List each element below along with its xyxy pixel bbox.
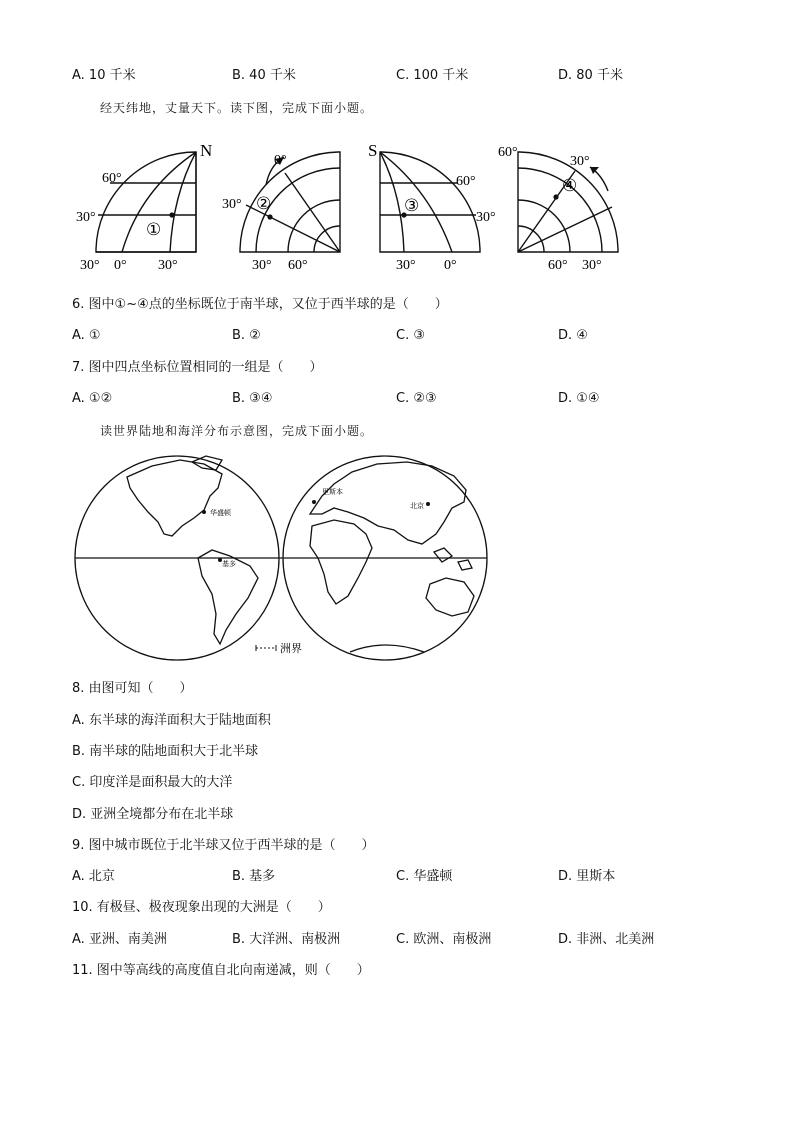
q5-option-d: D. 80 千米 [558, 68, 623, 83]
world-hemispheres-map [72, 452, 502, 664]
graticule-panel-2 [240, 152, 340, 252]
q10-stem: 10. 有极昼、极夜现象出现的大洲是（ ） [72, 900, 331, 915]
point-dot-4 [553, 194, 558, 199]
graticule-panel-3 [380, 152, 480, 252]
south-label: S [368, 141, 378, 160]
q8-option-d: D. 亚洲全境都分布在北半球 [72, 807, 234, 822]
quito-label: 基多 [222, 560, 236, 568]
q10-option-a: A. 亚洲、南美洲 [72, 932, 167, 947]
lon-label: 30° [158, 258, 178, 273]
point-dot-2 [267, 214, 272, 219]
q5-option-c: C. 100 千米 [396, 68, 469, 83]
lon-label: 30° [252, 258, 272, 273]
intro-text-2: 读世界陆地和海洋分布示意图，完成下面小题。 [100, 424, 374, 438]
q8-option-a: A. 东半球的海洋面积大于陆地面积 [72, 713, 271, 728]
q6-option-b: B. ② [232, 328, 261, 343]
lon-label: 0° [114, 258, 127, 273]
q11-stem: 11. 图中等高线的高度值自北向南递减，则（ ） [72, 963, 370, 978]
lat-label: 30° [222, 197, 242, 212]
australia-outline [426, 578, 474, 616]
q6-option-c: C. ③ [396, 328, 425, 343]
washington-label: 华盛顿 [210, 509, 231, 517]
q9-option-c: C. 华盛顿 [396, 869, 453, 884]
africa-outline [310, 520, 372, 604]
q10-option-b: B. 大洋洲、南极洲 [232, 932, 341, 947]
q7-option-b: B. ③④ [232, 391, 273, 406]
q7-stem: 7. 图中四点坐标位置相同的一组是（ ） [72, 360, 323, 375]
lon-label: 0° [274, 153, 287, 168]
q7-option-d: D. ①④ [558, 391, 600, 406]
lat-label: 30° [476, 210, 496, 225]
marker-1: ① [146, 220, 162, 239]
lat-label: 60° [456, 174, 476, 189]
north-america-outline [127, 460, 222, 536]
lisbon-dot [312, 500, 316, 504]
lat-label: 60° [102, 171, 122, 186]
antarctica-outline [350, 645, 424, 652]
q10-option-d: D. 非洲、北美洲 [558, 932, 655, 947]
island-outline [434, 548, 452, 562]
q9-stem: 9. 图中城市既位于北半球又位于西半球的是（ ） [72, 838, 375, 853]
north-label: N [200, 141, 213, 160]
lon-label: 30° [396, 258, 416, 273]
q5-option-b: B. 40 千米 [232, 68, 296, 83]
marker-4: ④ [562, 176, 578, 195]
lon-label: 0° [444, 258, 457, 273]
q6-stem: 6. 图中①~④点的坐标既位于南半球，又位于西半球的是（ ） [72, 297, 448, 312]
legend-label: 洲界 [280, 643, 302, 655]
q9-option-a: A. 北京 [72, 869, 115, 884]
beijing-dot [426, 502, 430, 506]
q7-option-c: C. ②③ [396, 391, 437, 406]
lisbon-label: 里斯本 [322, 488, 343, 496]
lon-label: 30° [570, 154, 590, 169]
lon-label: 30° [582, 258, 602, 273]
q6-option-d: D. ④ [558, 328, 588, 343]
q5-option-a: A. 10 千米 [72, 68, 136, 83]
marker-2: ② [256, 194, 272, 213]
continent-boundary-legend-icon [256, 645, 276, 651]
island-outline [458, 560, 472, 570]
marker-3: ③ [404, 196, 420, 215]
lat-label: 30° [76, 210, 96, 225]
q6-option-a: A. ① [72, 328, 101, 343]
intro-text-1: 经天纬地，丈量天下。读下图，完成下面小题。 [100, 101, 374, 115]
lon-label: 60° [288, 258, 308, 273]
q10-option-c: C. 欧洲、南极洲 [396, 932, 492, 947]
lon-label: 60° [548, 258, 568, 273]
lat-label: 60° [498, 145, 518, 160]
graticule-panel-4 [518, 152, 618, 252]
washington-dot [202, 510, 206, 514]
lon-label: 30° [80, 258, 100, 273]
q8-stem: 8. 由图可知（ ） [72, 681, 193, 696]
q8-option-c: C. 印度洋是面积最大的大洋 [72, 775, 233, 790]
q7-option-a: A. ①② [72, 391, 113, 406]
point-dot-1 [169, 212, 174, 217]
q8-option-b: B. 南半球的陆地面积大于北半球 [72, 744, 259, 759]
q9-option-d: D. 里斯本 [558, 869, 616, 884]
q9-option-b: B. 基多 [232, 869, 276, 884]
graticule-figure [70, 135, 730, 275]
beijing-label: 北京 [410, 502, 424, 510]
